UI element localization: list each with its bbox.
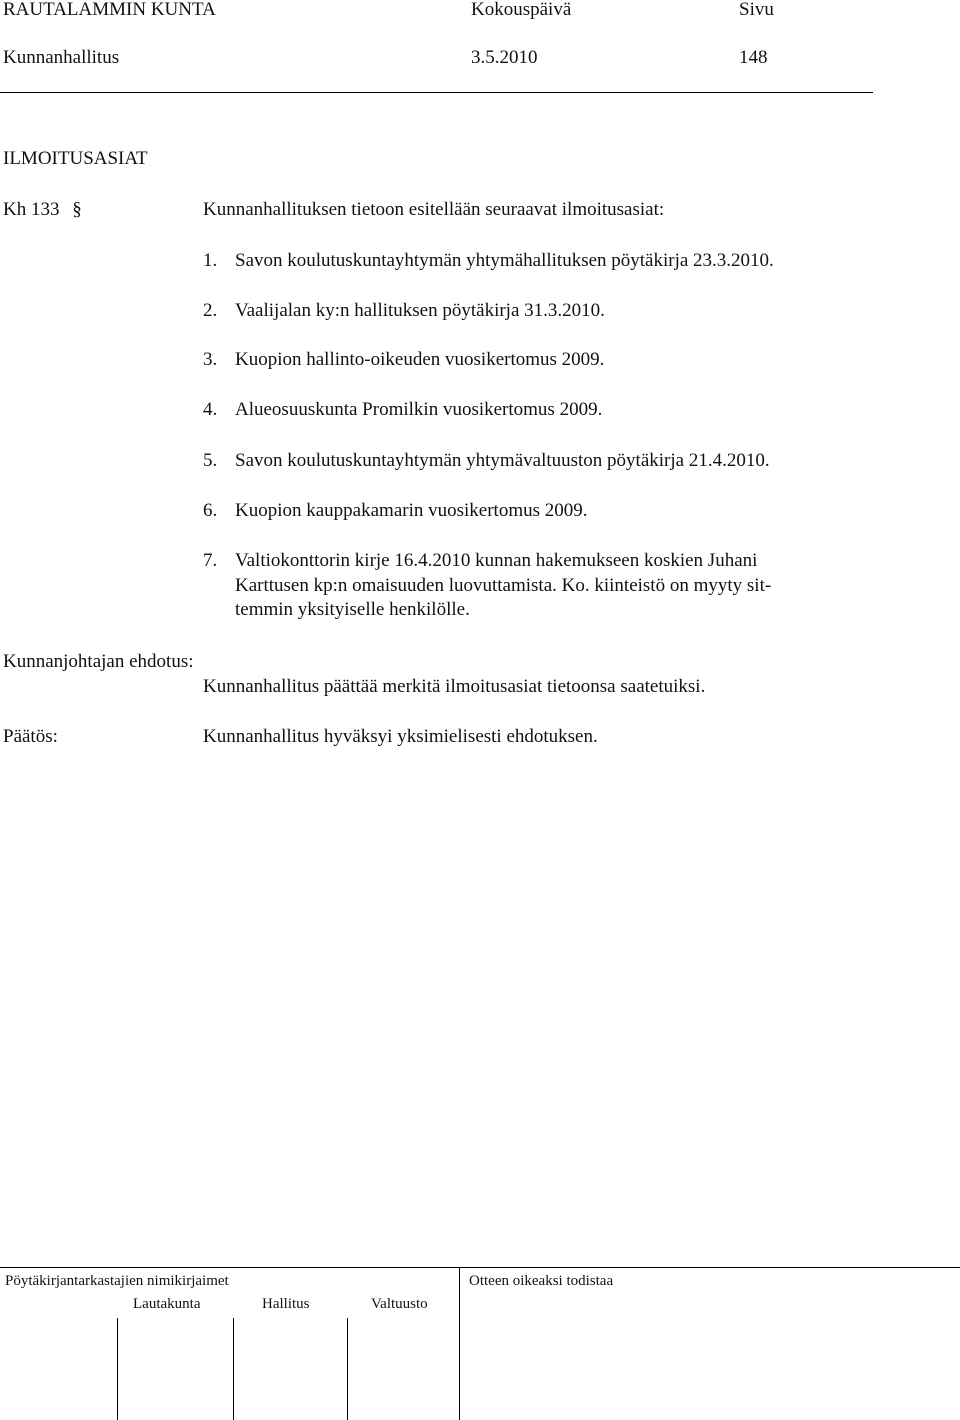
footer-divider xyxy=(459,1267,460,1420)
section-title: ILMOITUSASIAT xyxy=(3,148,148,169)
list-item-number: 2. xyxy=(203,300,218,321)
list-item-text: Valtiokonttorin kirje 16.4.2010 kunnan hakemukseen koskien Juhani xyxy=(235,550,758,571)
initials-label: Pöytäkirjantarkastajien nimikirjaimet xyxy=(5,1273,229,1289)
list-item xyxy=(203,500,863,522)
footer-column-hallitus: Hallitus xyxy=(262,1296,310,1312)
decision-label: Päätös: xyxy=(3,726,58,747)
footer-column-lautakunta: Lautakunta xyxy=(133,1296,201,1312)
list-item xyxy=(203,300,863,322)
section-sign: § xyxy=(72,199,82,220)
list-item-text: Savon koulutuskuntayhtymän yhtymähallituksen pöytäkirja 23.3.2010. xyxy=(235,250,774,271)
footer-column-divider xyxy=(233,1318,234,1420)
case-intro: Kunnanhallituksen tietoon esitellään seuraavat ilmoitusasiat: xyxy=(203,199,665,220)
footer-column-divider xyxy=(117,1318,118,1420)
list-item-number: 1. xyxy=(203,250,218,271)
list-item-text: Karttusen kp:n omaisuuden luovuttamista. Ko. kiinteistö on myyty sit- xyxy=(235,575,772,596)
footer-column-valtuusto: Valtuusto xyxy=(371,1296,428,1312)
page-number: 148 xyxy=(739,47,768,68)
list-item xyxy=(203,550,863,620)
list-item-text: Alueosuuskunta Promilkin vuosikertomus 2009. xyxy=(235,399,603,420)
case-id xyxy=(3,199,82,221)
header-rule xyxy=(0,92,873,93)
footer-top-rule xyxy=(0,1267,960,1268)
meeting-date-label: Kokouspäivä xyxy=(471,0,572,20)
decision-text: Kunnanhallitus hyväksyi yksimielisesti ehdotuksen. xyxy=(203,726,598,747)
list-item xyxy=(203,399,863,421)
list-item-number: 6. xyxy=(203,500,218,521)
list-item-text: Vaalijalan ky:n hallituksen pöytäkirja 31.3.2010. xyxy=(235,300,605,321)
meeting-date: 3.5.2010 xyxy=(471,47,538,68)
case-number: Kh 133 xyxy=(3,199,60,220)
list-item-number: 7. xyxy=(203,550,218,571)
list-item-number: 3. xyxy=(203,349,218,370)
body-name: Kunnanhallitus xyxy=(3,47,120,68)
list-item-number: 4. xyxy=(203,399,218,420)
proposal-label: Kunnanjohtajan ehdotus: xyxy=(3,651,194,672)
list-item-text: temmin yksityiselle henkilölle. xyxy=(235,599,470,620)
list-item-text: Savon koulutuskuntayhtymän yhtymävaltuuston pöytäkirja 21.4.2010. xyxy=(235,450,770,471)
list-item-number: 5. xyxy=(203,450,218,471)
certified-label: Otteen oikeaksi todistaa xyxy=(469,1273,614,1289)
footer-column-divider xyxy=(347,1318,348,1420)
proposal-text: Kunnanhallitus päättää merkitä ilmoitusasiat tietoonsa saatetuiksi. xyxy=(203,676,706,697)
municipality-name: RAUTALAMMIN KUNTA xyxy=(3,0,216,20)
list-item xyxy=(203,250,863,272)
list-item xyxy=(203,349,863,371)
list-item-text: Kuopion kauppakamarin vuosikertomus 2009. xyxy=(235,500,588,521)
list-item-text: Kuopion hallinto-oikeuden vuosikertomus 2009. xyxy=(235,349,605,370)
page-label: Sivu xyxy=(739,0,774,20)
list-item xyxy=(203,450,863,472)
